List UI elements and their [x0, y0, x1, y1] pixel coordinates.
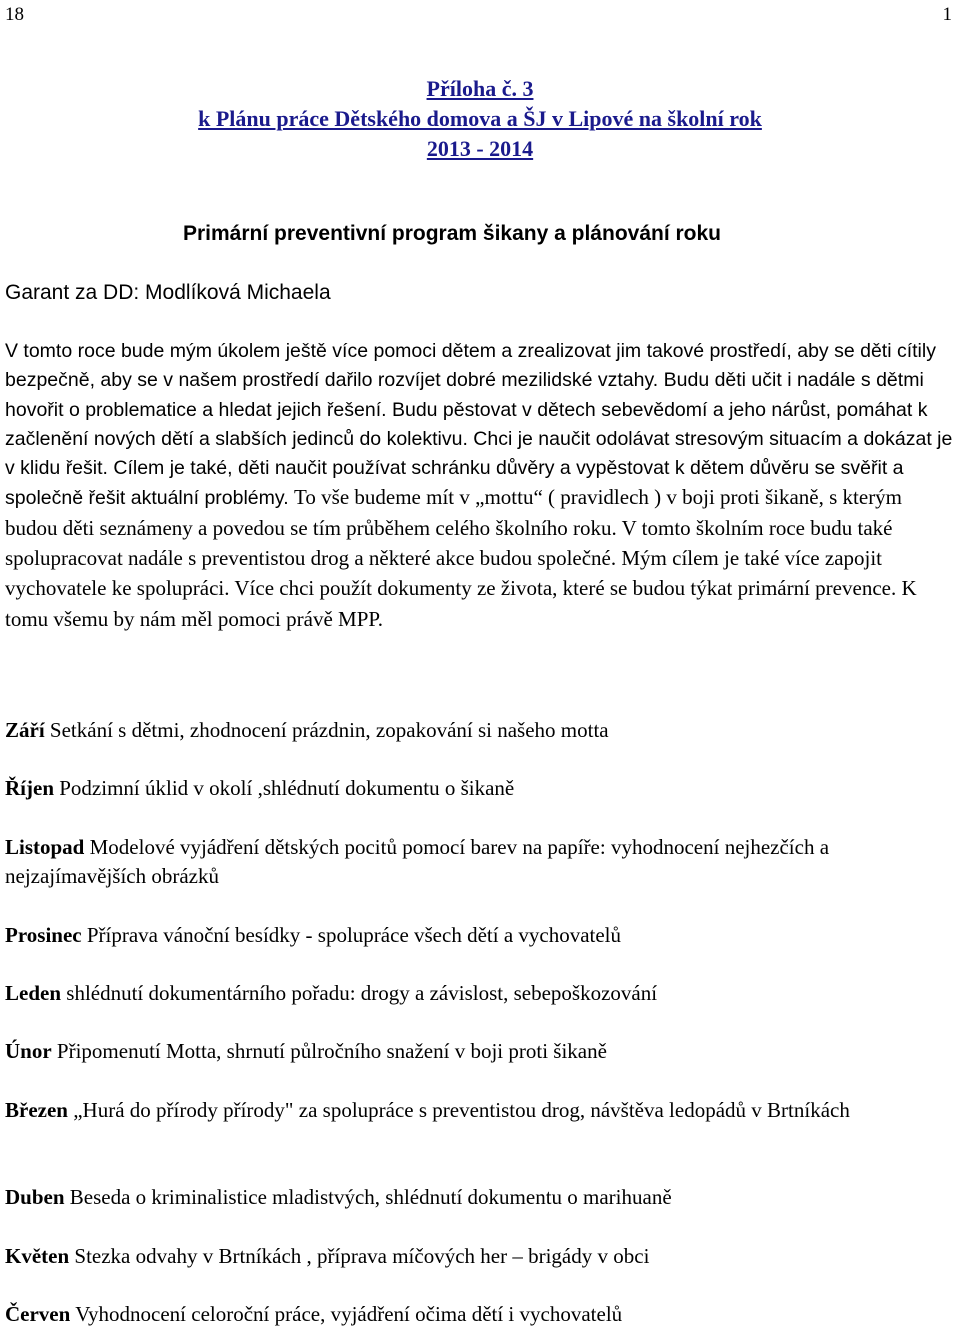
document-title — [0, 74, 960, 164]
intro-part-1: V tomto roce bude mým úkolem ještě více pomoci dětem a zrealizovat jim takové prostředí, aby se děti cítily bezpečně, aby se v našem prostředí dařilo rozvíjet dobré mezilidské vztahy. Budu děti učit i nadále s dětmi hovořit o problematice a hledat jejich řešení. Budu pěstovat v dětech sebevědomí a jeho nárůst, pomáhat k začlenění nových dětí a slabších jedinců do kolektivu. Chci je naučit odolávat stresovým situacím a dokázat je v klidu řešit. Cílem je také, děti naučit používat schránku důvěry a vypěstovat k dětem důvěru se svěřit a společně řešit aktuální problémy. — [5, 340, 953, 510]
month-label: Únor — [5, 1039, 52, 1063]
month-label: Prosinec — [5, 923, 82, 947]
plan-row-cerven — [5, 1300, 945, 1329]
month-activity: Připomenutí Motta, shrnutí půlročního snažení v boji proti šikaně — [56, 1039, 607, 1063]
plan-row-brezen — [5, 1096, 945, 1125]
month-label: Březen — [5, 1098, 68, 1122]
month-activity: Podzimní úklid v okolí ,shlédnutí dokumentu o šikaně — [59, 776, 515, 800]
annex-label: Příloha č. 3 — [426, 76, 534, 101]
month-activity: Stezka odvahy v Brtníkách , příprava míčových her – brigády v obci — [74, 1244, 650, 1268]
month-activity: Příprava vánoční besídky - spolupráce všech dětí a vychovatelů — [86, 923, 622, 947]
month-activity: „Hurá do přírody přírody" za spolupráce s preventistou drog, návštěva ledopádů v Brtníkách — [73, 1098, 850, 1122]
month-label: Listopad — [5, 835, 85, 859]
garant-line: Garant za DD: Modlíková Michaela — [5, 281, 331, 304]
plan-row-leden — [5, 979, 945, 1008]
plan-row-rijen — [5, 774, 945, 803]
month-activity: shlédnutí dokumentárního pořadu: drogy a závislost, sebepoškozování — [66, 981, 658, 1005]
page-number-left: 18 — [5, 4, 24, 25]
month-activity: Setkání s dětmi, zhodnocení prázdnin, zopakování si našeho motta — [49, 718, 609, 742]
school-year: 2013 - 2014 — [426, 136, 534, 161]
plan-row-prosinec — [5, 921, 945, 950]
plan-row-kveten — [5, 1242, 945, 1271]
plan-row-duben — [5, 1183, 945, 1212]
plan-row-unor — [5, 1037, 945, 1066]
plan-row-zari — [5, 716, 945, 745]
month-label: Duben — [5, 1185, 65, 1209]
month-label: Leden — [5, 981, 62, 1005]
program-title: Primární preventivní program šikany a plánování roku — [183, 222, 722, 245]
intro-part-2: To vše budeme mít v „mottu“ ( pravidlech ) v boji proti šikaně, s kterým budou děti seznámeny a povedou se tím průběhem celého školního roku. V tomto školním roce budu také spolupracovat nadále s preventistou drog a některé akce budou společné. Mým cílem je také více zapojit vychovatele ke spolupráci. Více chci použít dokumenty ze života, které se budou týkat primární prevence. K tomu všemu by nám měl pomoci právě MPP. — [5, 485, 917, 631]
plan-row-listopad — [5, 833, 945, 891]
intro-paragraph — [5, 337, 953, 635]
plan-title: k Plánu práce Dětského domova a ŠJ v Lipové na školní rok — [198, 106, 762, 131]
month-label: Červen — [5, 1302, 71, 1326]
month-activity: Beseda o kriminalistice mladistvých, shlédnutí dokumentu o marihuaně — [69, 1185, 672, 1209]
page-number-right: 1 — [942, 4, 952, 25]
month-label: Září — [5, 718, 45, 742]
month-label: Květen — [5, 1244, 70, 1268]
month-label: Říjen — [5, 776, 54, 800]
month-activity: Modelové vyjádření dětských pocitů pomocí barev na papíře: vyhodnocení nejhezčích a nejzajímavějších obrázků — [5, 835, 830, 888]
month-activity: Vyhodnocení celoroční práce, vyjádření očima dětí i vychovatelů — [75, 1302, 623, 1326]
